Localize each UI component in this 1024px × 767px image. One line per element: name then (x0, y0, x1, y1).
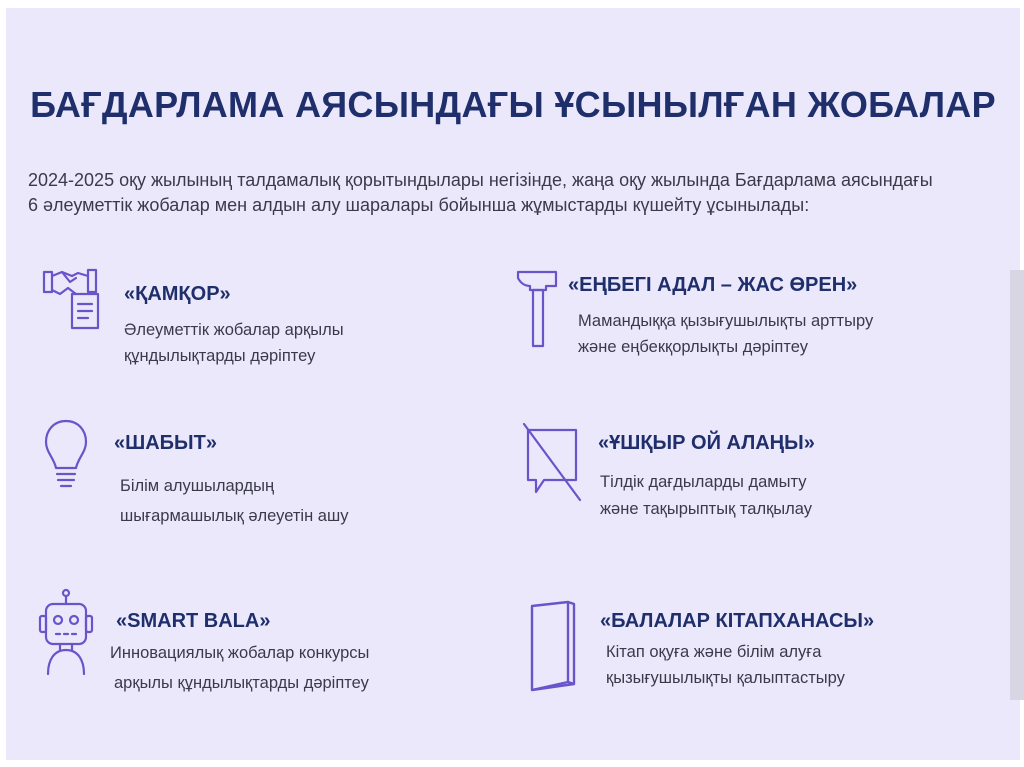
project-desc-1: Әлеуметтік жобалар арқылы (124, 321, 344, 339)
slide (6, 8, 1020, 760)
project-desc-1: Білім алушылардың (120, 477, 275, 495)
chat-off-icon (520, 420, 582, 502)
project-desc-2: және еңбекқорлықты дәріптеу (578, 338, 808, 356)
intro-text (28, 168, 1018, 218)
book-icon (526, 598, 578, 694)
project-desc-2: құндылықтарды дәріптеу (124, 347, 316, 365)
project-desc-1: Кітап оқуға және білім алуға (606, 643, 822, 661)
robot-icon (38, 588, 94, 680)
intro-line-2: 6 әлеуметтік жобалар мен алдын алу шаралары бойынша жұмыстарды күшейту ұсынылады: (28, 195, 810, 215)
project-name: «ҰШҚЫР ОЙ АЛАҢЫ» (598, 432, 815, 454)
project-desc-2: арқылы құндылықтарды дәріптеу (114, 674, 369, 692)
page-title: БАҒДАРЛАМА АЯСЫНДАҒЫ ҰСЫНЫЛҒАН ЖОБАЛАР (30, 84, 996, 125)
project-desc-1: Инновациялық жобалар конкурсы (110, 644, 370, 662)
side-edge (1010, 270, 1024, 700)
project-name: «БАЛАЛАР КІТАПХАНАСЫ» (600, 610, 875, 632)
project-name: «SMART BALA» (116, 610, 271, 632)
handshake-document-icon (42, 264, 104, 344)
project-name: «ШАБЫТ» (114, 432, 217, 454)
intro-line-1: 2024-2025 оқу жылының талдамалық қорытындылары негізінде, жаңа оқу жылында Бағдарлама аясындағы (28, 170, 933, 190)
project-name: «ЕҢБЕГІ АДАЛ – ЖАС ӨРЕН» (568, 274, 858, 296)
project-desc-1: Тілдік дағдыларды дамыту (600, 473, 807, 491)
project-name: «ҚАМҚОР» (124, 283, 231, 305)
project-desc-2: және тақырыптық талқылау (600, 500, 813, 518)
hammer-icon (514, 266, 562, 350)
project-desc-2: қызығушылықты қалыптастыру (606, 669, 845, 687)
project-desc-2: шығармашылық әлеуетін ашу (120, 507, 349, 525)
project-desc-1: Мамандыққа қызығушылықты арттыру (578, 312, 874, 330)
lightbulb-icon (42, 418, 90, 494)
